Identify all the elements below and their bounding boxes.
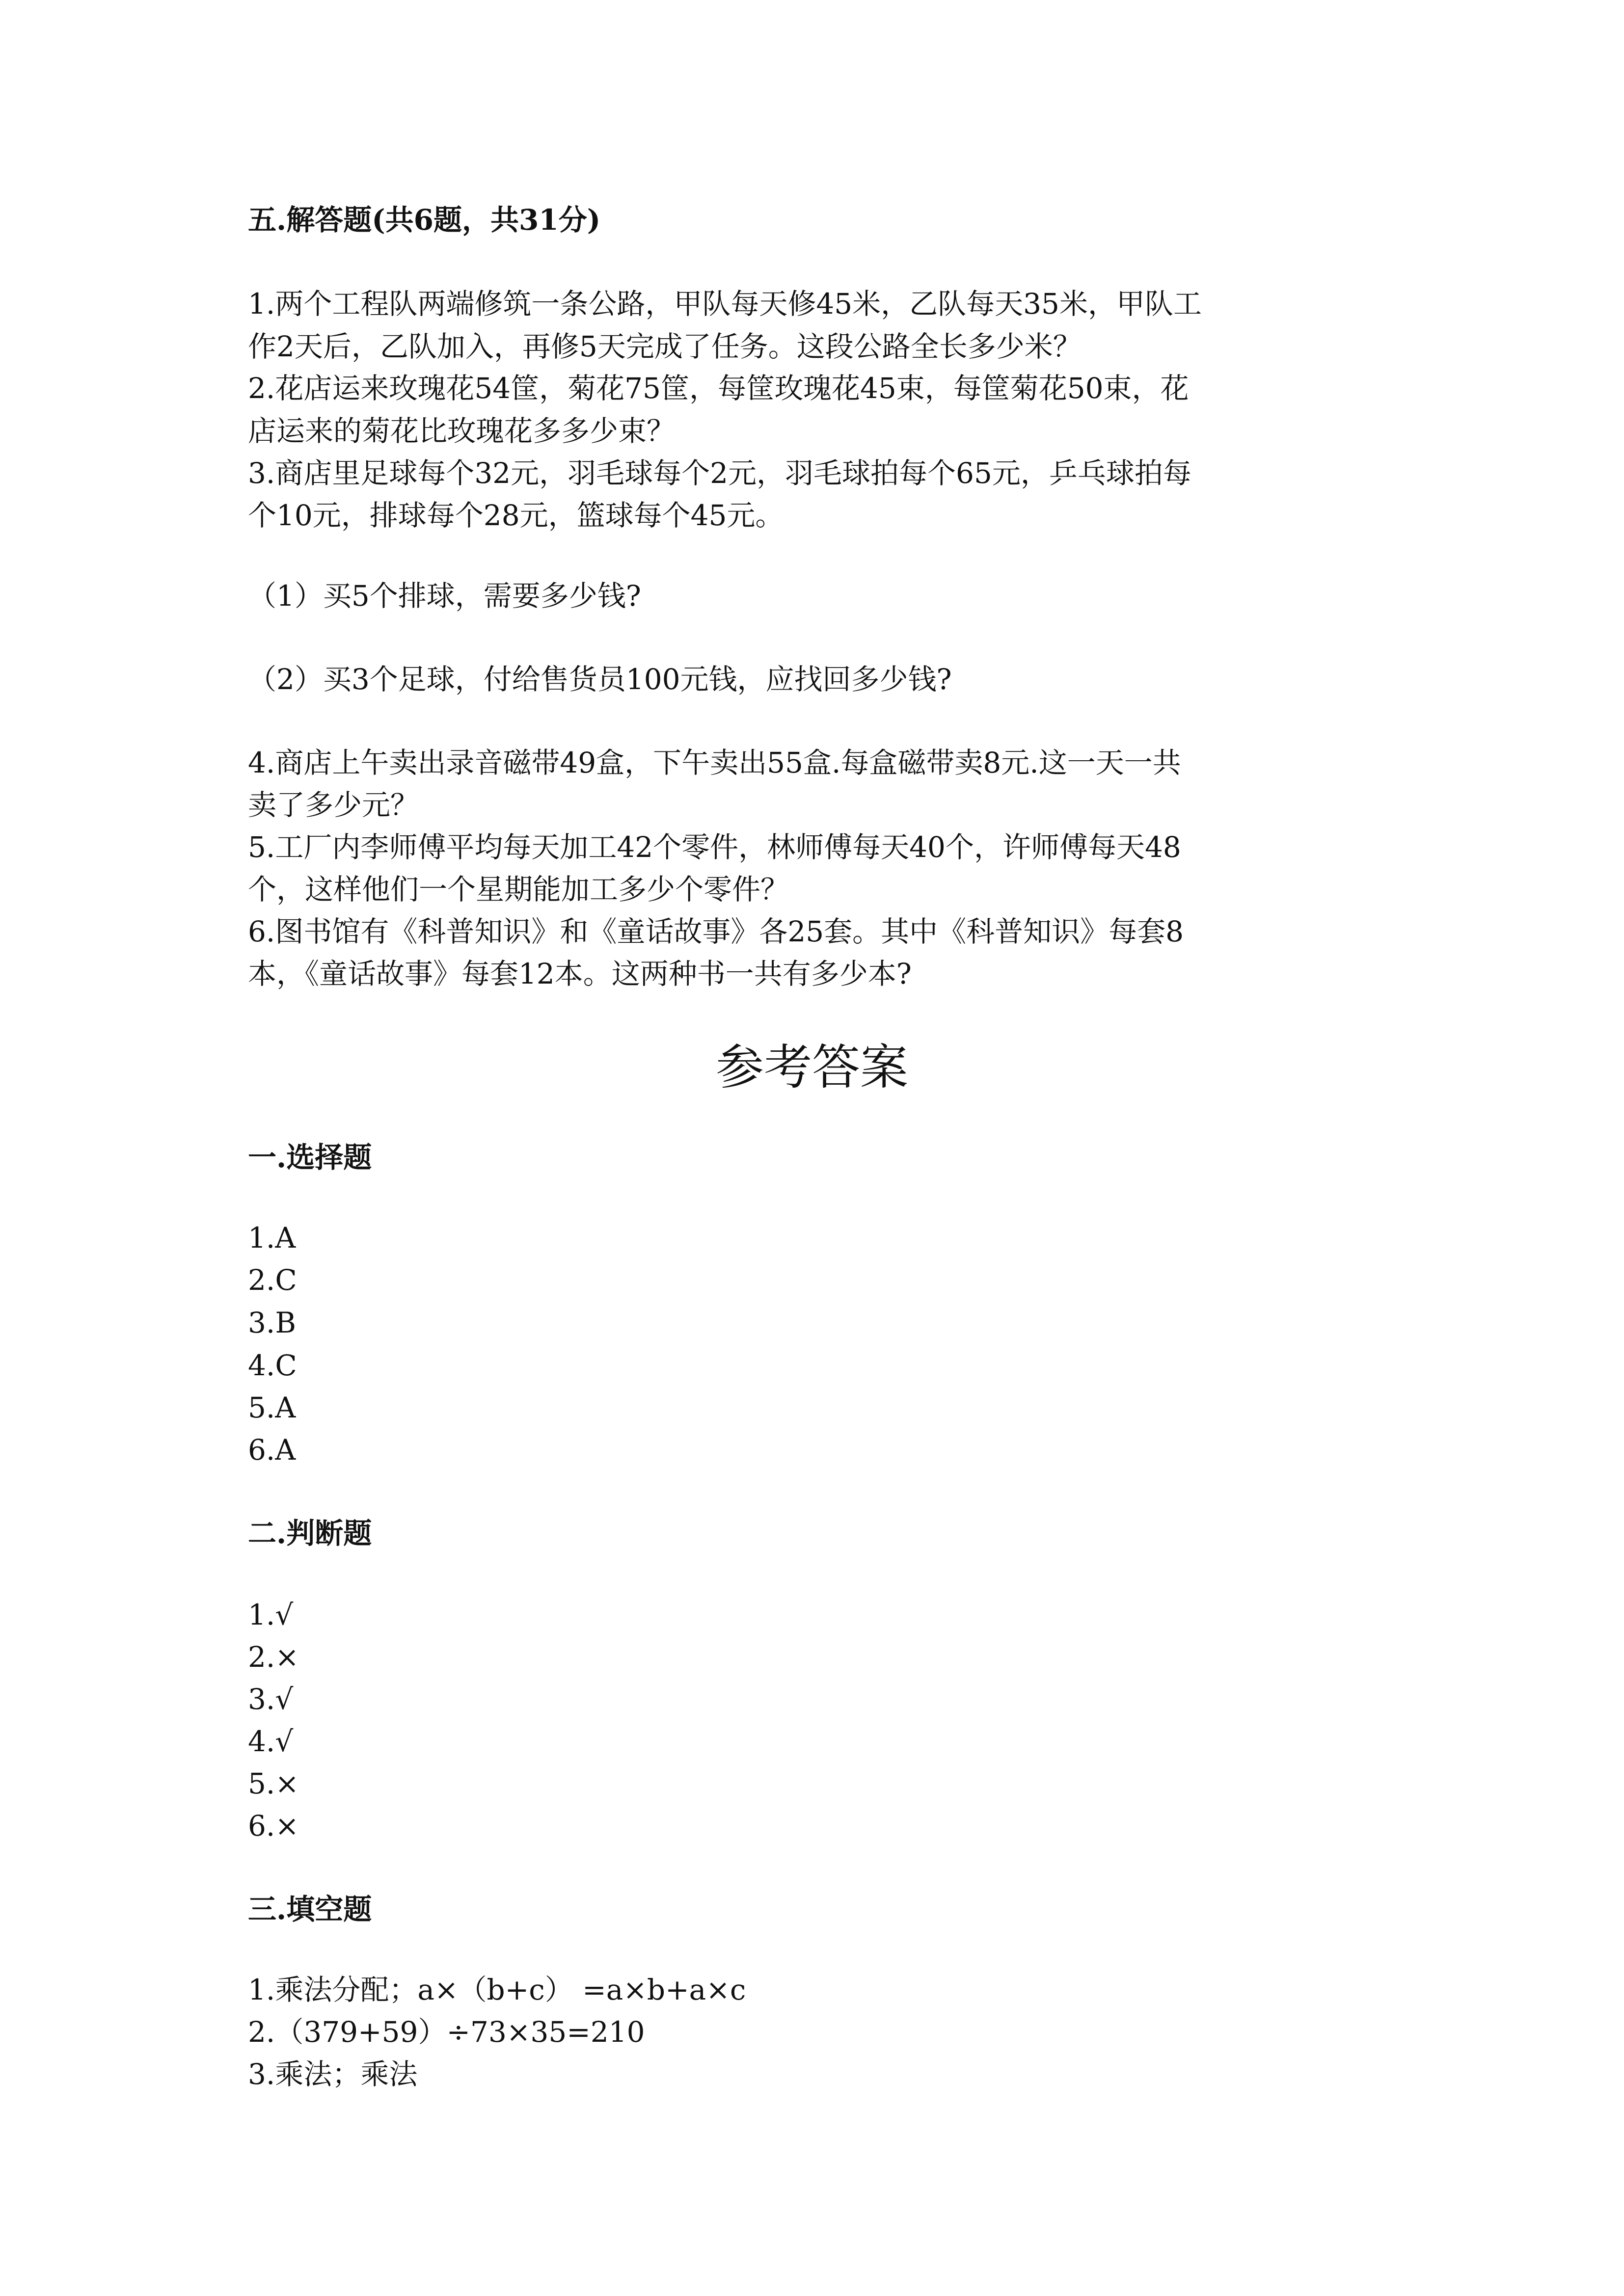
- choice-answer-2: 2.C: [248, 1263, 297, 1297]
- judge-answer-2: 2.×: [248, 1640, 299, 1674]
- question-1-line-2: 作2天后，乙队加入，再修5天完成了任务。这段公路全长多少米？: [248, 330, 1082, 363]
- question-5-line-1: 5.工厂内李师傅平均每天加工42个零件，林师傅每天40个，许师傅每天48: [248, 830, 1181, 864]
- choice-answer-6: 6.A: [248, 1433, 296, 1467]
- choice-answer-4: 4.C: [248, 1349, 297, 1382]
- choice-answer-5: 5.A: [248, 1391, 296, 1424]
- judge-answer-1: 1.√: [248, 1598, 294, 1631]
- question-3-sub-1: （1）买5个排球，需要多少钱?: [248, 579, 641, 613]
- question-6-line-1: 6.图书馆有《科普知识》和《童话故事》各25套。其中《科普知识》每套8: [248, 915, 1184, 948]
- question-1-line-1: 1.两个工程队两端修筑一条公路，甲队每天修45米，乙队每天35米，甲队工: [248, 287, 1202, 320]
- choice-answer-1: 1.A: [248, 1221, 296, 1255]
- question-2-line-1: 2.花店运来玫瑰花54筐，菊花75筐，每筐玫瑰花45束，每筐菊花50束，花: [248, 372, 1189, 405]
- question-3-line-1: 3.商店里足球每个32元，羽毛球每个2元，羽毛球拍每个65元，乒乓球拍每: [248, 456, 1191, 490]
- fill-answer-3: 3.乘法；乘法: [248, 2057, 418, 2091]
- question-3-sub-2: （2）买3个足球，付给售货员100元钱，应找回多少钱?: [248, 663, 952, 696]
- question-3-line-2: 个10元，排球每个28元，篮球每个45元。: [248, 499, 784, 532]
- section-heading-fill: 三.填空题: [248, 1893, 372, 1926]
- judge-answer-6: 6.×: [248, 1809, 299, 1842]
- section-heading-judge: 二.判断题: [248, 1517, 372, 1550]
- question-4-line-1: 4.商店上午卖出录音磁带49盒，下午卖出55盒.每盒磁带卖8元.这一天一共: [248, 746, 1181, 779]
- fill-answer-2: 2.（379+59）÷73×35=210: [248, 2015, 645, 2049]
- fill-answer-1: 1.乘法分配；a×（b+c） =a×b+a×c: [248, 1973, 746, 2006]
- judge-answer-5: 5.×: [248, 1767, 299, 1800]
- question-4-line-2: 卖了多少元？: [248, 788, 419, 822]
- question-5-line-2: 个，这样他们一个星期能加工多少个零件？: [248, 873, 789, 906]
- question-2-line-2: 店运来的菊花比玫瑰花多多少束？: [248, 414, 676, 448]
- answers-title: 参考答案: [715, 1040, 908, 1095]
- judge-answer-3: 3.√: [248, 1682, 294, 1716]
- section-heading-solve: 五.解答题(共6题，共31分): [248, 203, 601, 237]
- section-heading-choice: 一.选择题: [248, 1141, 372, 1174]
- question-6-line-2: 本，《童话故事》每套12本。这两种书一共有多少本?: [248, 957, 912, 990]
- judge-answer-4: 4.√: [248, 1725, 294, 1758]
- choice-answer-3: 3.B: [248, 1306, 296, 1339]
